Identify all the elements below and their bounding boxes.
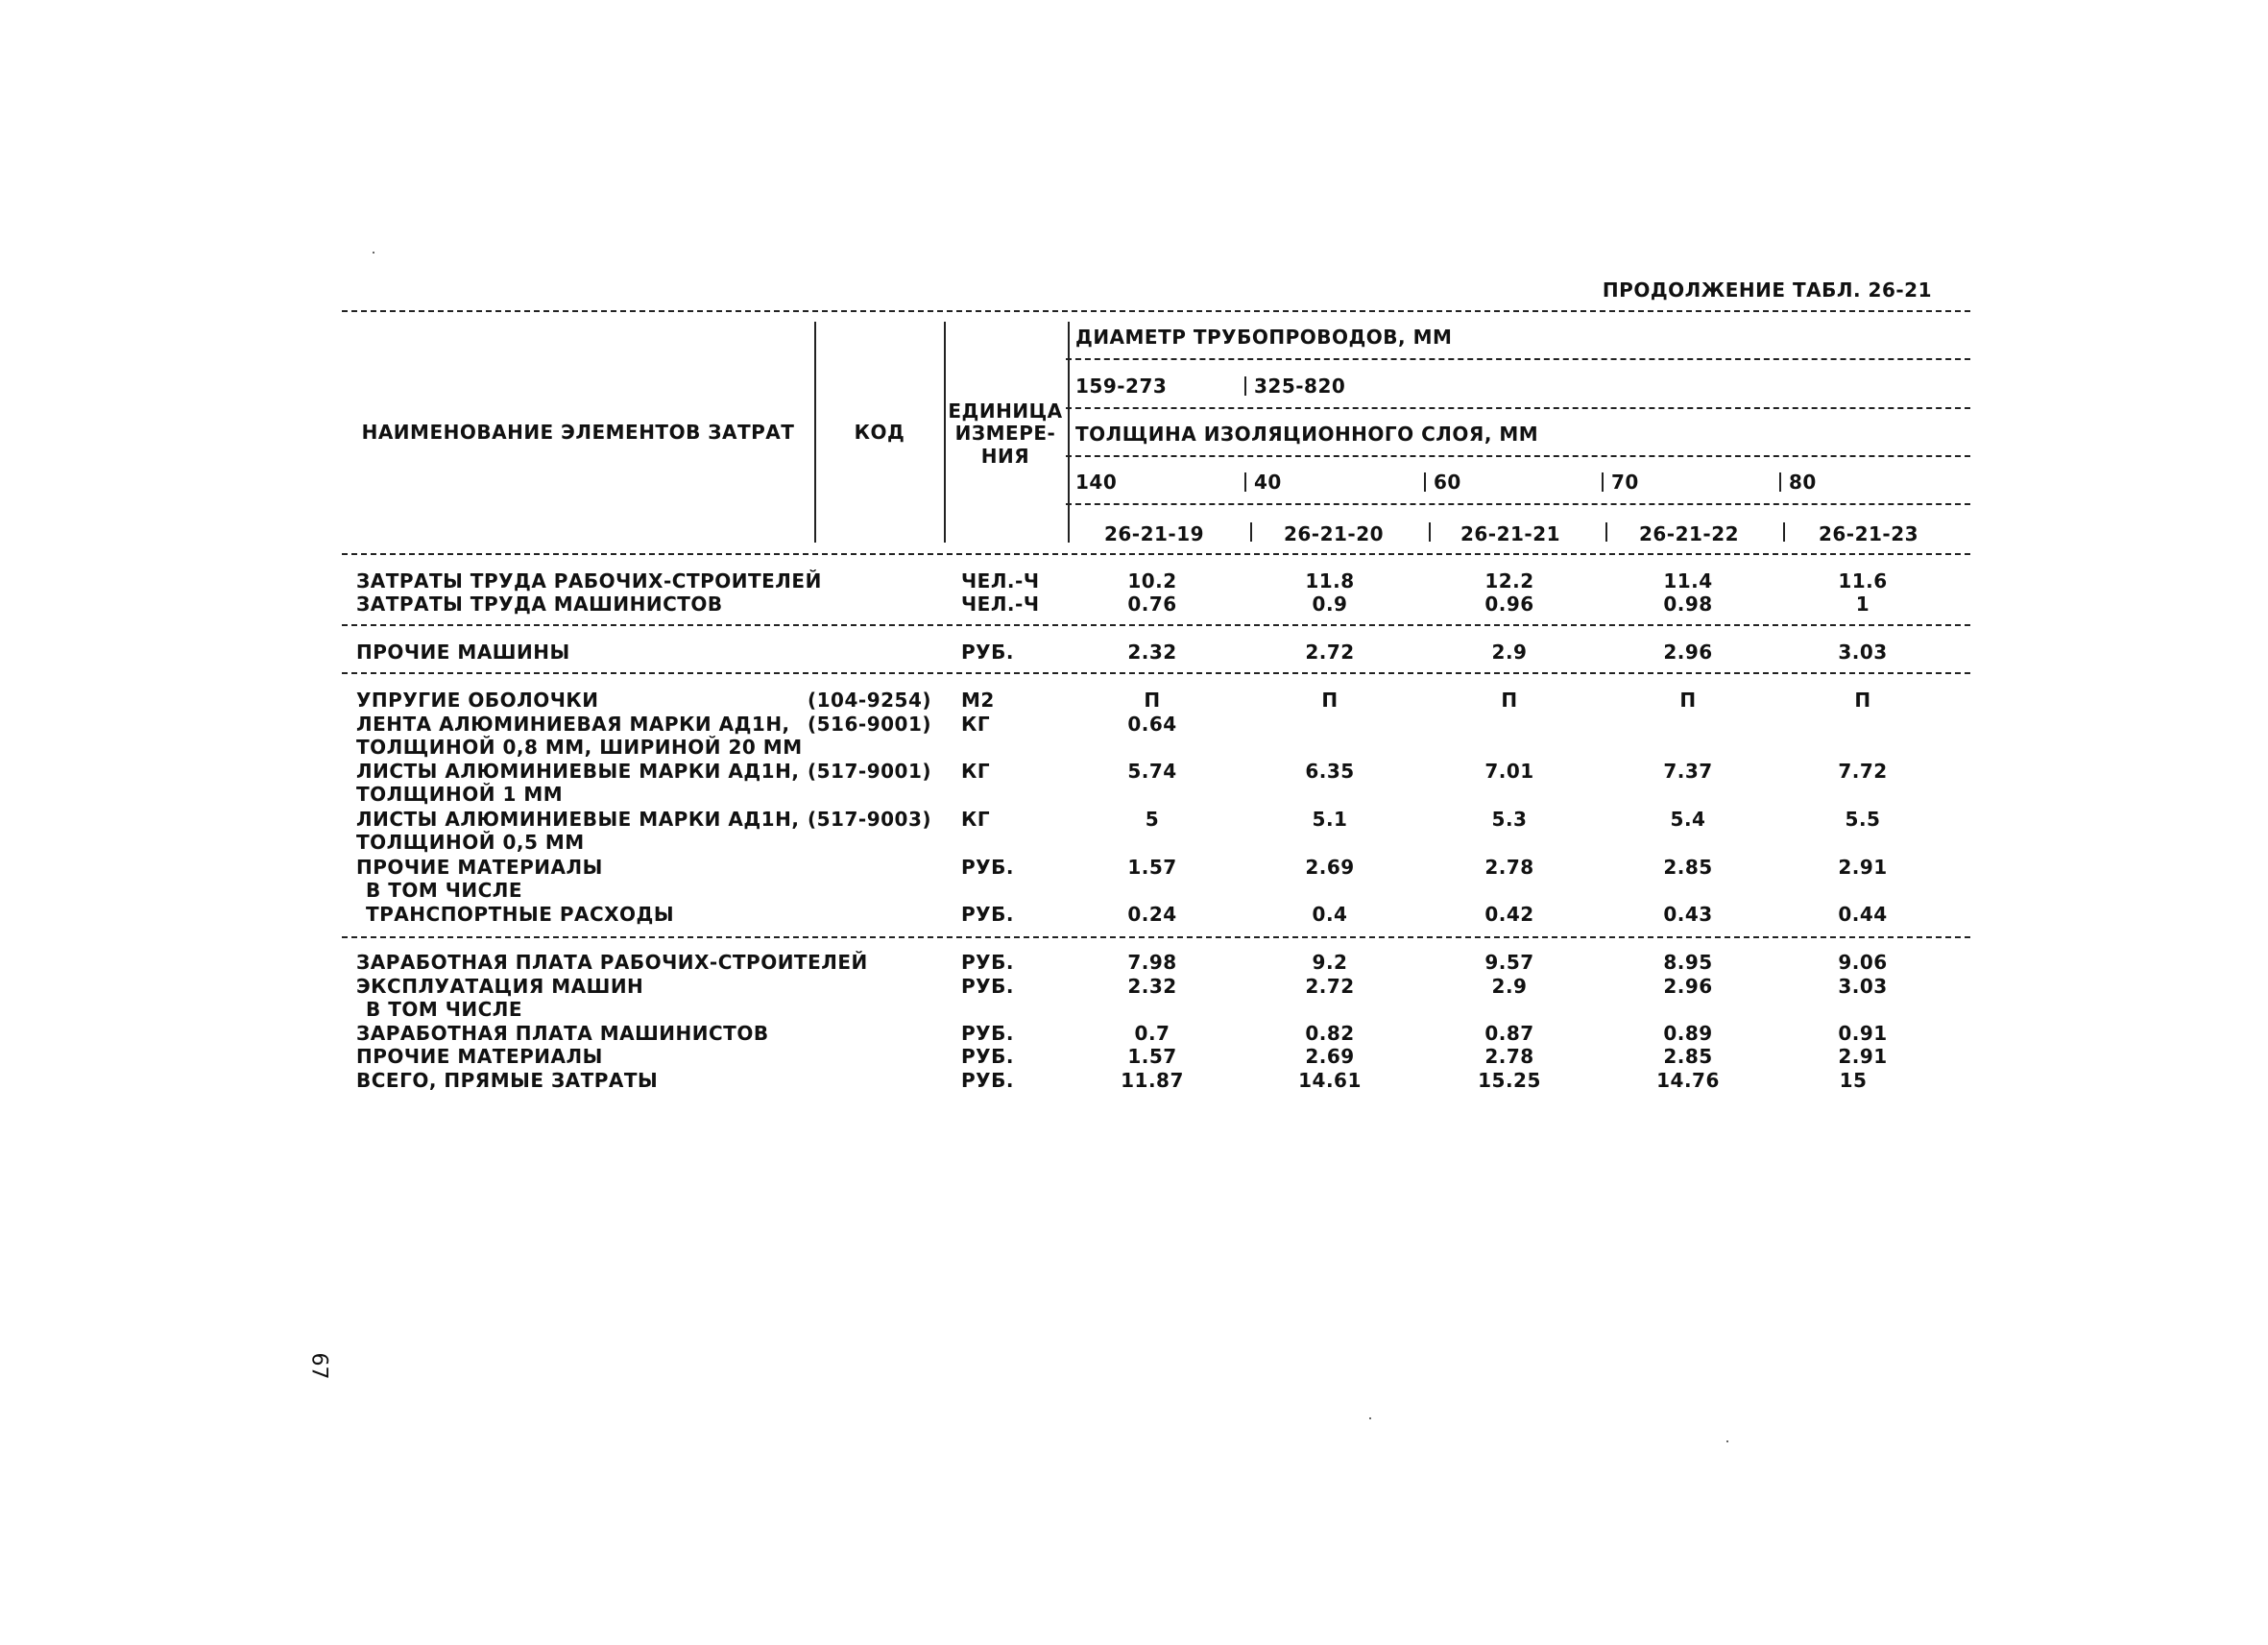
row-value: 1 (1855, 593, 1870, 616)
header-code-2: 26-21-20 (1283, 522, 1385, 545)
row-name: ПРОЧИЕ МАШИНЫ (356, 641, 570, 664)
header-diameter-group-1: 159-273 (1075, 375, 1168, 398)
row-name: ВСЕГО, ПРЯМЫЕ ЗАТРАТЫ (356, 1069, 659, 1092)
row-value: 5.3 (1491, 808, 1528, 831)
row-value: 0.44 (1838, 903, 1888, 926)
header-group-divider (1244, 376, 1246, 396)
row-value: 6.35 (1305, 760, 1355, 783)
rule-groups (1066, 407, 1970, 409)
row-value: 9.57 (1484, 951, 1534, 974)
header-code-divider (1429, 522, 1431, 542)
page-number: 67 (306, 1352, 331, 1380)
header-code-3: 26-21-21 (1460, 522, 1561, 545)
row-code: (104-9254) (808, 689, 931, 712)
rule-top (342, 310, 1970, 312)
row-code: (517-9001) (808, 760, 931, 783)
row-value: 0.82 (1305, 1022, 1355, 1045)
scan-speck (1369, 1417, 1371, 1419)
row-value: 0.9 (1312, 593, 1348, 616)
row-unit: КГ (961, 808, 991, 831)
row-name: ЗАРАБОТНАЯ ПЛАТА РАБОЧИХ-СТРОИТЕЛЕЙ (356, 951, 868, 974)
row-value: 0.87 (1484, 1022, 1534, 1045)
header-diameter-title: ДИАМЕТР ТРУБОПРОВОДОВ, ММ (1075, 326, 1453, 349)
header-code-divider (1783, 522, 1785, 542)
row-code: (517-9003) (808, 808, 931, 831)
row-value: 5.5 (1845, 808, 1881, 831)
row-value: 2.32 (1127, 641, 1177, 664)
row-name-continued: ТОЛЩИНОЙ 1 ММ (356, 783, 564, 806)
row-value: 7.98 (1127, 951, 1177, 974)
row-name: ЛЕНТА АЛЮМИНИЕВАЯ МАРКИ АД1Н, (356, 713, 790, 736)
row-name: ПРОЧИЕ МАТЕРИАЛЫ (356, 1045, 603, 1068)
row-value: 0.98 (1663, 593, 1713, 616)
header-name-column: НАИМЕНОВАНИЕ ЭЛЕМЕНТОВ ЗАТРАТ (361, 421, 795, 444)
row-value: 2.91 (1838, 1045, 1888, 1068)
rule-header-bottom (342, 553, 1970, 555)
row-value: 9.06 (1838, 951, 1888, 974)
row-name-continued: ТОЛЩИНОЙ 0,8 ММ, ШИРИНОЙ 20 ММ (356, 736, 803, 759)
table-continuation-caption: ПРОДОЛЖЕНИЕ ТАБЛ. 26-21 (1602, 278, 1932, 302)
header-unit-line-3: НИЯ (980, 445, 1030, 468)
header-code-4: 26-21-22 (1638, 522, 1740, 545)
header-separator-code (944, 322, 946, 543)
header-diameter-group-2: 325-820 (1254, 375, 1346, 398)
row-value: 2.69 (1305, 856, 1355, 879)
row-code: (516-9001) (808, 713, 931, 736)
row-value: 5.4 (1670, 808, 1706, 831)
header-thickness-3: 60 (1434, 471, 1461, 494)
header-thickness-divider (1424, 472, 1426, 492)
row-value: П (1144, 689, 1161, 712)
row-value: 2.72 (1305, 975, 1355, 998)
row-value: 15.25 (1478, 1069, 1541, 1092)
row-value: 7.01 (1484, 760, 1534, 783)
row-value: 7.37 (1663, 760, 1713, 783)
row-unit: КГ (961, 760, 991, 783)
rule-thickness (1066, 455, 1970, 457)
header-code-5: 26-21-23 (1818, 522, 1919, 545)
row-value: 1.57 (1127, 1045, 1177, 1068)
header-thickness-4: 70 (1611, 471, 1639, 494)
row-name: ЗАРАБОТНАЯ ПЛАТА МАШИНИСТОВ (356, 1022, 769, 1045)
row-name: ЛИСТЫ АЛЮМИНИЕВЫЕ МАРКИ АД1Н, (356, 760, 800, 783)
header-code-column: КОД (854, 421, 905, 444)
row-value: П (1679, 689, 1697, 712)
row-value: 11.4 (1663, 569, 1713, 593)
row-name-continued: В ТОМ ЧИСЛЕ (366, 879, 523, 902)
row-value: 2.78 (1484, 856, 1534, 879)
row-value: П (1854, 689, 1871, 712)
row-value: 1.57 (1127, 856, 1177, 879)
row-value: 5.74 (1127, 760, 1177, 783)
header-separator-unit (1068, 322, 1070, 543)
scan-speck (1726, 1440, 1728, 1442)
row-value: 5.1 (1312, 808, 1348, 831)
row-value: 0.43 (1663, 903, 1713, 926)
row-unit: РУБ. (961, 1022, 1014, 1045)
header-thickness-5: 80 (1789, 471, 1817, 494)
row-value: 2.85 (1663, 856, 1713, 879)
row-value: 2.72 (1305, 641, 1355, 664)
row-value: 7.72 (1838, 760, 1888, 783)
row-value: 2.69 (1305, 1045, 1355, 1068)
row-value: 14.61 (1298, 1069, 1362, 1092)
row-unit: РУБ. (961, 1069, 1014, 1092)
row-unit: РУБ. (961, 1045, 1014, 1068)
row-value: 0.96 (1484, 593, 1534, 616)
row-value: 11.87 (1121, 1069, 1184, 1092)
row-value: 10.2 (1127, 569, 1177, 593)
rule-thickness-values (1066, 503, 1970, 505)
row-value: 2.9 (1491, 641, 1528, 664)
row-value: 14.76 (1656, 1069, 1720, 1092)
header-unit-line-1: ЕДИНИЦА (948, 399, 1063, 423)
rule-section-2 (342, 672, 1970, 674)
row-unit: РУБ. (961, 951, 1014, 974)
header-thickness-1: 140 (1075, 471, 1118, 494)
row-unit: КГ (961, 713, 991, 736)
row-name: ТРАНСПОРТНЫЕ РАСХОДЫ (366, 903, 675, 926)
row-value: 0.76 (1127, 593, 1177, 616)
row-name: ПРОЧИЕ МАТЕРИАЛЫ (356, 856, 603, 879)
header-thickness-2: 40 (1254, 471, 1282, 494)
header-unit-line-2: ИЗМЕРЕ- (954, 422, 1056, 445)
header-thickness-divider (1779, 472, 1781, 492)
row-value: 2.32 (1127, 975, 1177, 998)
row-value: 3.03 (1838, 641, 1888, 664)
row-value: 9.2 (1312, 951, 1348, 974)
row-value: 11.6 (1838, 569, 1888, 593)
header-thickness-divider (1602, 472, 1604, 492)
rule-section-1 (342, 624, 1970, 626)
row-value: 2.96 (1663, 641, 1713, 664)
row-unit: М2 (961, 689, 995, 712)
header-code-1: 26-21-19 (1103, 522, 1205, 545)
row-value: 0.4 (1312, 903, 1348, 926)
rule-section-3 (342, 936, 1970, 938)
row-value: 3.03 (1838, 975, 1888, 998)
row-value: 12.2 (1484, 569, 1534, 593)
header-separator-name (814, 322, 816, 543)
row-unit: РУБ. (961, 856, 1014, 879)
scan-speck (373, 252, 374, 254)
row-unit: РУБ. (961, 975, 1014, 998)
row-value: П (1321, 689, 1339, 712)
header-thickness-divider (1244, 472, 1246, 492)
header-code-divider (1605, 522, 1607, 542)
row-value: 8.95 (1663, 951, 1713, 974)
row-value: 0.91 (1838, 1022, 1888, 1045)
row-unit: РУБ. (961, 903, 1014, 926)
row-value: П (1501, 689, 1518, 712)
row-name: ЭКСПЛУАТАЦИЯ МАШИН (356, 975, 644, 998)
row-value: 0.7 (1134, 1022, 1170, 1045)
row-name: ЛИСТЫ АЛЮМИНИЕВЫЕ МАРКИ АД1Н, (356, 808, 800, 831)
row-value: 11.8 (1305, 569, 1355, 593)
row-name: ЗАТРАТЫ ТРУДА МАШИНИСТОВ (356, 593, 723, 616)
row-value: 15 (1839, 1069, 1868, 1092)
row-value: 5 (1145, 808, 1160, 831)
row-unit: ЧЕЛ.-Ч (961, 593, 1040, 616)
row-value: 0.89 (1663, 1022, 1713, 1045)
row-value: 0.64 (1127, 713, 1177, 736)
row-value: 2.85 (1663, 1045, 1713, 1068)
row-value: 2.96 (1663, 975, 1713, 998)
row-value: 0.42 (1484, 903, 1534, 926)
header-thickness-title: ТОЛЩИНА ИЗОЛЯЦИОННОГО СЛОЯ, ММ (1075, 423, 1539, 446)
row-name-continued: В ТОМ ЧИСЛЕ (366, 998, 523, 1021)
row-name: ЗАТРАТЫ ТРУДА РАБОЧИХ-СТРОИТЕЛЕЙ (356, 569, 822, 593)
row-value: 0.24 (1127, 903, 1177, 926)
row-value: 2.9 (1491, 975, 1528, 998)
row-value: 2.91 (1838, 856, 1888, 879)
row-unit: РУБ. (961, 641, 1014, 664)
rule-diameter (1066, 358, 1970, 360)
header-code-divider (1250, 522, 1252, 542)
row-unit: ЧЕЛ.-Ч (961, 569, 1040, 593)
row-name-continued: ТОЛЩИНОЙ 0,5 ММ (356, 831, 585, 854)
row-value: 2.78 (1484, 1045, 1534, 1068)
row-name: УПРУГИЕ ОБОЛОЧКИ (356, 689, 599, 712)
